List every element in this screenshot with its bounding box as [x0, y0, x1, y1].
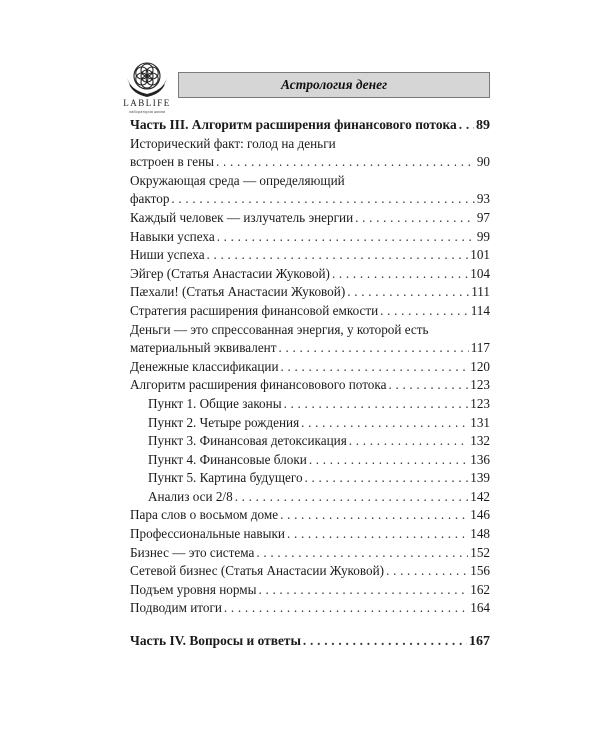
leader-dots	[280, 506, 468, 525]
toc-entry-title: Окружающая среда — определяющий	[130, 172, 345, 188]
toc-entry	[130, 302, 490, 321]
toc-entry-line	[130, 172, 490, 191]
leader-dots	[305, 469, 469, 488]
leader-dots	[207, 246, 469, 265]
toc-entry-title: Анализ оси 2/8	[148, 488, 233, 504]
toc-entry-title: Эйгер (Статья Анастасии Жуковой)	[130, 265, 330, 281]
toc-entry-title: Денежные классификации	[130, 358, 279, 374]
toc-page-number: 131	[470, 414, 490, 430]
toc-entry-line	[130, 321, 490, 340]
toc-entry	[130, 209, 490, 228]
table-of-contents	[130, 116, 490, 651]
leader-dots	[171, 190, 474, 209]
toc-page-number: 101	[470, 247, 490, 263]
book-title: Астрология денег	[280, 77, 388, 92]
leader-dots	[235, 488, 469, 507]
toc-page-number: 90	[476, 154, 490, 170]
toc-page-number: 152	[470, 544, 490, 560]
toc-entry-title: Бизнес — это система	[130, 544, 255, 560]
leader-dots	[309, 451, 468, 470]
toc-entry-title: Пара слов о восьмом доме	[130, 507, 279, 523]
toc-entry-title: Пункт 3. Финансовая детоксикация	[148, 433, 347, 449]
toc-entry	[130, 451, 490, 470]
toc-page-number: 99	[476, 228, 490, 244]
toc-entry	[130, 153, 490, 172]
logo-name: LABLIFE	[123, 98, 171, 108]
toc-entries	[130, 135, 490, 618]
toc-entry-title: Деньги — это спрессованная энергия, у которой есть	[130, 321, 429, 337]
toc-part-title: Часть IV. Вопросы и ответы	[130, 633, 301, 649]
leader-dots	[258, 581, 468, 600]
toc-entry-title: встроен в гены	[130, 154, 215, 170]
leader-dots	[224, 599, 468, 618]
toc-page-number: 142	[470, 488, 490, 504]
toc-entry	[130, 544, 490, 563]
toc-entry-line	[130, 135, 490, 154]
toc-page-number: 132	[470, 433, 490, 449]
leader-dots	[217, 228, 475, 247]
toc-entry-title: Алгоритм расширения финансовового потока	[130, 377, 387, 393]
toc-entry	[130, 525, 490, 544]
leader-dots	[287, 525, 468, 544]
toc-part-iv	[130, 632, 490, 651]
leader-dots	[380, 302, 469, 321]
toc-entry	[130, 283, 490, 302]
leader-dots	[281, 358, 469, 377]
toc-page-number: 104	[470, 265, 490, 281]
toc-page-number: 156	[470, 563, 490, 579]
toc-entry-title: Пункт 1. Общие законы	[148, 395, 282, 411]
leader-dots	[355, 209, 475, 228]
toc-page-number: 89	[476, 118, 490, 133]
toc-page-number: 162	[470, 581, 490, 597]
toc-entry-title: Исторический факт: голод на деньги	[130, 135, 336, 151]
leader-dots	[349, 432, 468, 451]
leader-dots	[284, 395, 469, 414]
toc-entry	[130, 228, 490, 247]
toc-page-number: 97	[476, 209, 490, 225]
toc-entry	[130, 469, 490, 488]
toc-page-number: 120	[470, 358, 490, 374]
toc-page-number: 117	[470, 340, 490, 356]
toc-entry	[130, 358, 490, 377]
toc-page-number: 123	[470, 377, 490, 393]
leader-dots	[332, 265, 468, 284]
toc-entry	[130, 265, 490, 284]
leader-dots	[388, 376, 468, 395]
toc-part-iii	[130, 116, 490, 135]
leader-dots	[303, 632, 467, 651]
toc-entry	[130, 506, 490, 525]
toc-page-number: 136	[470, 451, 490, 467]
leader-dots	[459, 116, 474, 135]
toc-entry-title: Каждый человек — излучатель энергии	[130, 209, 354, 225]
leader-dots	[279, 339, 469, 358]
toc-page-number: 146	[470, 507, 490, 523]
toc-entry	[130, 599, 490, 618]
toc-page-number: 111	[471, 284, 490, 300]
leader-dots	[256, 544, 468, 563]
toc-entry	[130, 376, 490, 395]
toc-part-title: Часть III. Алгоритм расширения финансового потока	[130, 117, 457, 132]
toc-entry-title: Навыки успеха	[130, 228, 215, 244]
toc-entry	[130, 339, 490, 358]
toc-entry	[130, 246, 490, 265]
toc-entry-title: материальный эквивалент	[130, 340, 277, 356]
running-header	[178, 72, 490, 98]
toc-page-number: 123	[470, 395, 490, 411]
logo-subtitle: лаборатория жизни	[128, 109, 166, 114]
toc-entry	[130, 395, 490, 414]
toc-entry	[130, 190, 490, 209]
toc-entry-title: фактор	[130, 191, 170, 207]
toc-entry	[130, 581, 490, 600]
toc-page-number: 93	[476, 191, 490, 207]
toc-entry	[130, 414, 490, 433]
toc-entry-title: Пæхали! (Статья Анастасии Жуковой)	[130, 284, 346, 300]
toc-entry	[130, 488, 490, 507]
toc-entry	[130, 562, 490, 581]
toc-entry	[130, 432, 490, 451]
toc-page-number: 139	[470, 470, 490, 486]
leader-dots	[216, 153, 475, 172]
toc-page-number: 167	[469, 634, 490, 650]
leader-dots	[347, 283, 469, 302]
toc-entry-title: Профессиональные навыки	[130, 526, 285, 542]
toc-entry-title: Стратегия расширения финансовой емкости	[130, 302, 379, 318]
toc-page-number: 148	[470, 526, 490, 542]
flower-of-life-icon	[125, 54, 169, 98]
toc-entry-title: Ниши успеха	[130, 247, 205, 263]
publisher-logo	[118, 54, 176, 116]
leader-dots	[301, 414, 468, 433]
toc-entry-title: Подъем уровня нормы	[130, 581, 257, 597]
toc-entry-title: Пункт 4. Финансовые блоки	[148, 451, 307, 467]
toc-entry-title: Пункт 5. Картина будущего	[148, 470, 303, 486]
leader-dots	[386, 562, 468, 581]
toc-entry-title: Пункт 2. Четыре рождения	[148, 414, 300, 430]
toc-page-number: 114	[470, 302, 490, 318]
toc-page-number: 164	[470, 600, 490, 616]
toc-entry-title: Подводим итоги	[130, 600, 222, 616]
toc-entry-title: Сетевой бизнес (Статья Анастасии Жуковой)	[130, 563, 385, 579]
